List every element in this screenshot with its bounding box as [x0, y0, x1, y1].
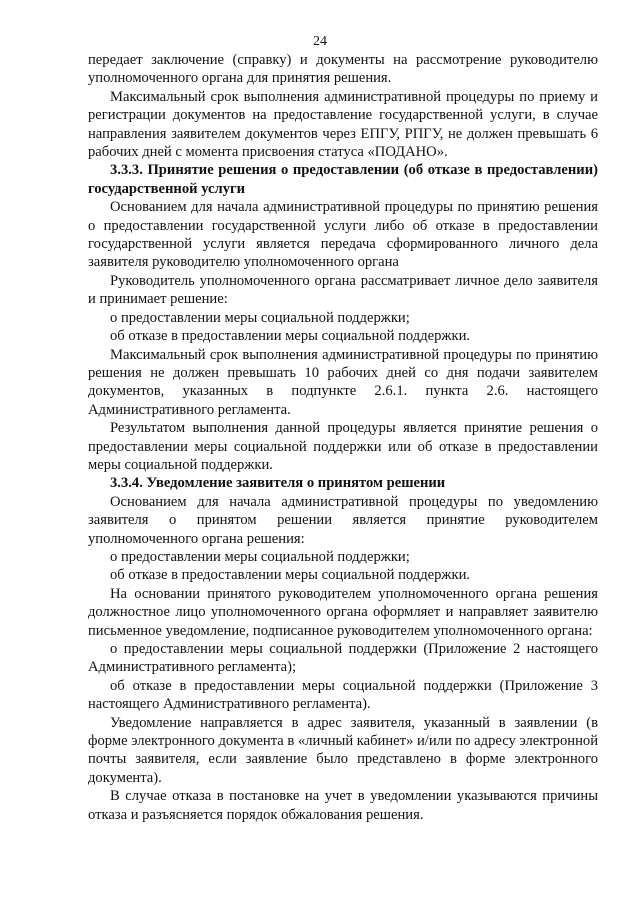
paragraph-notification-address: Уведомление направляется в адрес заявителя, указанный в заявлении (в форме электронного документа в «личный кабинет» и/или по адресу электронной почты заявителя, если заявление было представлено в форме электронного документа).	[88, 714, 598, 786]
paragraph-max-term-decision: Максимальный срок выполнения административной процедуры по принятию решения не должен превышать 10 рабочих дней со дня подачи заявителем документов, указанных в подпункте 2.6.1. пункта 2.6. настоящего Административного регламента.	[88, 346, 598, 418]
paragraph-result-procedure: Результатом выполнения данной процедуры является принятие решения о предоставлении меры социальной поддержки или об отказе в предоставлении меры социальной поддержки.	[88, 420, 598, 473]
list-item-grant-support: о предоставлении меры социальной поддержки;	[110, 309, 410, 326]
paragraph-max-term-registration: Максимальный срок выполнения административной процедуры по приему и регистрации документов на предоставление государственной услуги, в случае направления заявителем документов через ЕПГУ, РПГУ, не должен превышать 6 рабочих дней с момента присвоения статуса «ПОДАНО».	[88, 88, 598, 161]
paragraph-head-considers: Руководитель уполномоченного органа рассматривает личное дело заявителя и принимает решение:	[88, 272, 598, 308]
paragraph-appendix-2: о предоставлении меры социальной поддержки (Приложение 2 настоящего Административного регламента);	[88, 641, 598, 676]
list-item-refuse-support: об отказе в предоставлении меры социальной поддержки.	[110, 328, 471, 345]
paragraph-appendix-3: об отказе в предоставлении меры социальной поддержки (Приложение 3 настоящего Административного регламента).	[88, 677, 598, 713]
paragraph-refusal-reasons: В случае отказа в постановке на учет в уведомлении указываются причины отказа и разъясняется порядок обжалования решения.	[88, 788, 598, 823]
paragraph-official-prepares: На основании принятого руководителем уполномоченного органа решения должностное лицо уполномоченного органа оформляет и направляет заявителю письменное уведомление, подписанное руководителем уполномоченного органа:	[88, 585, 598, 639]
page-number: 24	[313, 34, 327, 49]
paragraph-continuation: передает заключение (справку) и документы на рассмотрение руководителю уполномоченного органа для принятия решения.	[88, 52, 598, 87]
document-body	[88, 51, 598, 824]
list-item-grant-support-2: о предоставлении меры социальной поддержки;	[110, 548, 410, 565]
section-heading-3-3-4: 3.3.4. Уведомление заявителя о принятом решении	[110, 475, 446, 492]
paragraph-grounds-decision: Основанием для начала административной процедуры по принятию решения о предоставлении государственной услуги либо об отказе в предоставлении государственной услуги является передача сформированного личного дела заявителя руководителю уполномоченного органа	[88, 199, 598, 271]
paragraph-grounds-notification: Основанием для начала административной процедуры по уведомлению заявителя о принятом решении является принятие руководителем уполномоченного органа решения:	[88, 493, 598, 547]
section-heading-3-3-3: 3.3.3. Принятие решения о предоставлении (об отказе в предоставлении) государственной услуги	[88, 162, 598, 197]
list-item-refuse-support-2: об отказе в предоставлении меры социальной поддержки.	[110, 567, 471, 584]
